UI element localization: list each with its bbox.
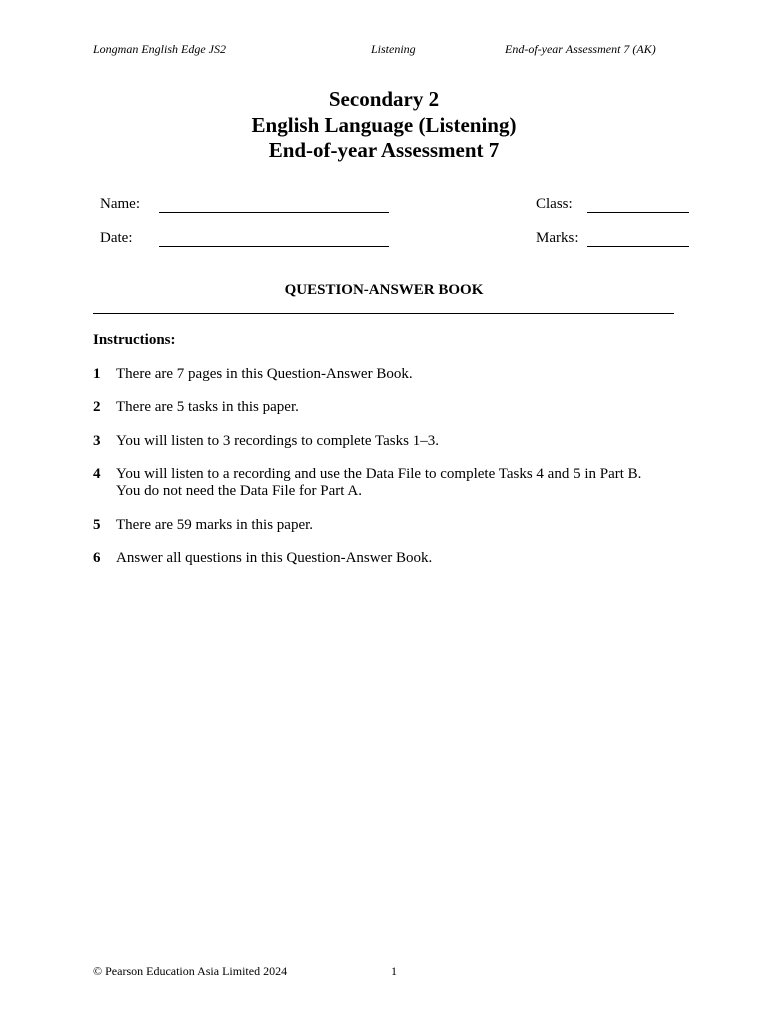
header-assessment: End-of-year Assessment 7 (AK): [505, 42, 656, 56]
class-label: Class:: [536, 196, 573, 212]
marks-label: Marks:: [536, 230, 579, 246]
header-book-title: Longman English Edge JS2: [93, 42, 226, 56]
instruction-text: There are 5 tasks in this paper.: [116, 399, 299, 415]
title-level: Secondary 2: [328, 87, 440, 111]
instruction-number: 3: [93, 433, 101, 449]
instruction-text-line: You will listen to a recording and use the Data File to complete Tasks 4 and 5 in Part B.: [116, 466, 642, 482]
date-label: Date:: [100, 230, 133, 246]
header-section: Listening: [371, 42, 416, 56]
instruction-number: 4: [93, 466, 101, 482]
date-field[interactable]: [159, 246, 389, 247]
instruction-text: There are 59 marks in this paper.: [116, 517, 314, 533]
instruction-number: 2: [93, 399, 101, 415]
instruction-text-line: You do not need the Data File for Part A.: [116, 483, 362, 499]
class-field[interactable]: [587, 212, 689, 213]
name-field[interactable]: [159, 212, 389, 213]
instruction-number: 5: [93, 517, 101, 533]
instruction-number: 6: [93, 550, 101, 566]
document-title: [0, 87, 768, 164]
instruction-number: 1: [93, 366, 101, 382]
footer-copyright: © Pearson Education Asia Limited 2024: [93, 964, 288, 978]
instruction-text: [116, 466, 686, 500]
page-number: 1: [391, 964, 397, 978]
instructions-heading: Instructions:: [93, 332, 176, 348]
divider-rule: [93, 313, 674, 314]
instruction-text: You will listen to 3 recordings to complete Tasks 1–3.: [116, 433, 439, 449]
name-label: Name:: [100, 196, 140, 212]
instruction-text: There are 7 pages in this Question-Answer Book.: [116, 366, 413, 382]
title-subject: English Language (Listening): [251, 112, 517, 137]
book-title: QUESTION-ANSWER BOOK: [284, 282, 484, 298]
marks-field[interactable]: [587, 246, 689, 247]
instruction-text: Answer all questions in this Question-Answer Book.: [116, 550, 433, 566]
title-assessment: End-of-year Assessment 7: [268, 138, 500, 162]
